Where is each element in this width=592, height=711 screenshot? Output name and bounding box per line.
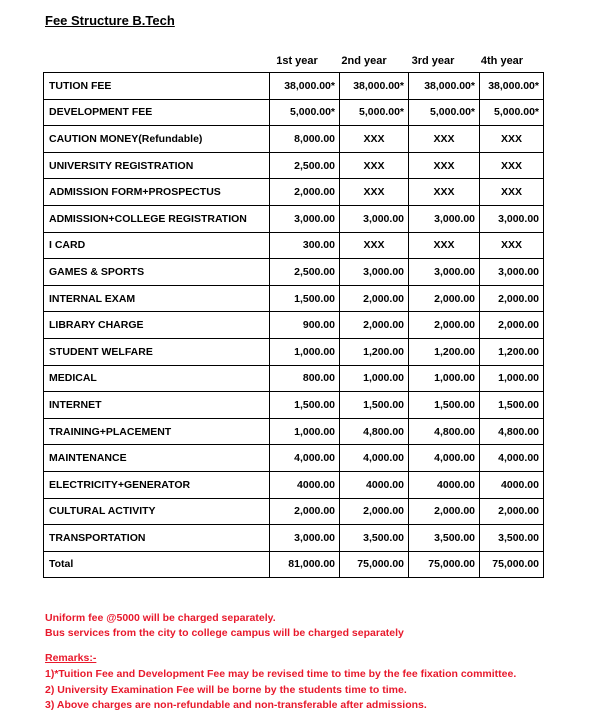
table-row <box>44 73 544 100</box>
remark-item: 2) University Examination Fee will be borne by the students time to time. <box>45 684 407 696</box>
fee-value-year-4: 75,000.00 <box>480 551 544 578</box>
fee-value-year-2: 4000.00 <box>340 471 409 498</box>
fee-value-year-3: XXX <box>409 126 480 153</box>
fee-item-label: GAMES & SPORTS <box>44 259 270 286</box>
fee-value-year-2: 1,000.00 <box>340 365 409 392</box>
fee-item-label: MAINTENANCE <box>44 445 270 472</box>
fee-value-year-1: 2,500.00 <box>270 259 340 286</box>
table-row <box>44 418 544 445</box>
fee-value-year-2: 75,000.00 <box>340 551 409 578</box>
table-row <box>44 99 544 126</box>
fee-value-year-4: 4,800.00 <box>480 418 544 445</box>
table-row <box>44 232 544 259</box>
fee-value-year-1: 3,000.00 <box>270 525 340 552</box>
fee-item-label: INTERNAL EXAM <box>44 285 270 312</box>
fee-value-year-2: 2,000.00 <box>340 498 409 525</box>
fee-value-year-3: 1,200.00 <box>409 338 480 365</box>
remarks-title: Remarks:- <box>45 652 97 664</box>
fee-value-year-1: 1,000.00 <box>270 418 340 445</box>
table-row <box>44 205 544 232</box>
bus-service-note: Bus services from the city to college campus will be charged separately <box>45 627 404 639</box>
table-row <box>44 259 544 286</box>
fee-value-year-4: 4000.00 <box>480 471 544 498</box>
table-row <box>44 365 544 392</box>
table-row <box>44 179 544 206</box>
fee-value-year-4: 5,000.00* <box>480 99 544 126</box>
fee-value-year-1: 81,000.00 <box>270 551 340 578</box>
table-row <box>44 126 544 153</box>
fee-value-year-1: 2,000.00 <box>270 498 340 525</box>
fee-value-year-3: XXX <box>409 232 480 259</box>
fee-item-label: INTERNET <box>44 392 270 419</box>
fee-value-year-1: 8,000.00 <box>270 126 340 153</box>
column-header-2nd-year: 2nd year <box>341 55 387 67</box>
fee-item-label: MEDICAL <box>44 365 270 392</box>
fee-value-year-3: 75,000.00 <box>409 551 480 578</box>
fee-value-year-4: 4,000.00 <box>480 445 544 472</box>
fee-value-year-3: 2,000.00 <box>409 312 480 339</box>
fee-item-label: DEVELOPMENT FEE <box>44 99 270 126</box>
fee-value-year-4: 2,000.00 <box>480 285 544 312</box>
fee-value-year-2: 2,000.00 <box>340 312 409 339</box>
remark-item: 3) Above charges are non-refundable and non-transferable after admissions. <box>45 699 427 711</box>
fee-value-year-2: 3,500.00 <box>340 525 409 552</box>
fee-value-year-2: 1,200.00 <box>340 338 409 365</box>
fee-value-year-4: 1,200.00 <box>480 338 544 365</box>
fee-value-year-3: 1,000.00 <box>409 365 480 392</box>
fee-item-label: TRAINING+PLACEMENT <box>44 418 270 445</box>
table-row <box>44 285 544 312</box>
fee-value-year-4: 2,000.00 <box>480 312 544 339</box>
fee-value-year-1: 4,000.00 <box>270 445 340 472</box>
fee-item-label: I CARD <box>44 232 270 259</box>
fee-value-year-2: 38,000.00* <box>340 73 409 100</box>
fee-value-year-3: 4,000.00 <box>409 445 480 472</box>
fee-value-year-3: 38,000.00* <box>409 73 480 100</box>
fee-value-year-2: XXX <box>340 126 409 153</box>
fee-value-year-3: 1,500.00 <box>409 392 480 419</box>
fee-value-year-4: 3,500.00 <box>480 525 544 552</box>
column-header-4th-year: 4th year <box>480 55 524 67</box>
fee-value-year-4: XXX <box>480 126 544 153</box>
fee-value-year-2: 2,000.00 <box>340 285 409 312</box>
column-header-3rd-year: 3rd year <box>411 55 455 67</box>
fee-item-label: CULTURAL ACTIVITY <box>44 498 270 525</box>
total-row <box>44 551 544 578</box>
fee-item-label: STUDENT WELFARE <box>44 338 270 365</box>
fee-value-year-4: 3,000.00 <box>480 205 544 232</box>
fee-value-year-3: XXX <box>409 179 480 206</box>
fee-value-year-3: 4,800.00 <box>409 418 480 445</box>
fee-value-year-1: 1,000.00 <box>270 338 340 365</box>
fee-value-year-2: 4,000.00 <box>340 445 409 472</box>
fee-value-year-2: 5,000.00* <box>340 99 409 126</box>
fee-value-year-4: 1,000.00 <box>480 365 544 392</box>
fee-value-year-1: 2,000.00 <box>270 179 340 206</box>
fee-value-year-2: XXX <box>340 232 409 259</box>
table-row <box>44 471 544 498</box>
fee-value-year-2: XXX <box>340 152 409 179</box>
fee-value-year-2: 4,800.00 <box>340 418 409 445</box>
fee-value-year-1: 300.00 <box>270 232 340 259</box>
fee-item-label: LIBRARY CHARGE <box>44 312 270 339</box>
table-row <box>44 498 544 525</box>
table-row <box>44 312 544 339</box>
fee-value-year-4: 2,000.00 <box>480 498 544 525</box>
fee-item-label: ADMISSION+COLLEGE REGISTRATION <box>44 205 270 232</box>
fee-value-year-3: 2,000.00 <box>409 285 480 312</box>
fee-item-label: TRANSPORTATION <box>44 525 270 552</box>
remark-item: 1)*Tuition Fee and Development Fee may be revised time to time by the fee fixation committee. <box>45 668 517 680</box>
column-header-1st-year: 1st year <box>276 55 318 67</box>
fee-item-label: UNIVERSITY REGISTRATION <box>44 152 270 179</box>
fee-value-year-4: 38,000.00* <box>480 73 544 100</box>
uniform-fee-note: Uniform fee @5000 will be charged separately. <box>45 612 276 624</box>
fee-value-year-3: 2,000.00 <box>409 498 480 525</box>
fee-value-year-1: 3,000.00 <box>270 205 340 232</box>
fee-value-year-3: 4000.00 <box>409 471 480 498</box>
fee-item-label: ADMISSION FORM+PROSPECTUS <box>44 179 270 206</box>
table-row <box>44 152 544 179</box>
fee-value-year-2: 1,500.00 <box>340 392 409 419</box>
fee-value-year-3: 3,500.00 <box>409 525 480 552</box>
fee-value-year-1: 800.00 <box>270 365 340 392</box>
fee-item-label: CAUTION MONEY(Refundable) <box>44 126 270 153</box>
fee-value-year-1: 900.00 <box>270 312 340 339</box>
fee-value-year-1: 1,500.00 <box>270 392 340 419</box>
table-row <box>44 445 544 472</box>
table-row <box>44 525 544 552</box>
fee-value-year-1: 1,500.00 <box>270 285 340 312</box>
fee-value-year-1: 4000.00 <box>270 471 340 498</box>
fee-value-year-4: 3,000.00 <box>480 259 544 286</box>
fee-value-year-4: XXX <box>480 179 544 206</box>
fee-value-year-1: 2,500.00 <box>270 152 340 179</box>
fee-value-year-3: 5,000.00* <box>409 99 480 126</box>
fee-value-year-2: 3,000.00 <box>340 259 409 286</box>
fee-value-year-3: 3,000.00 <box>409 205 480 232</box>
fee-value-year-1: 38,000.00* <box>270 73 340 100</box>
fee-value-year-4: XXX <box>480 232 544 259</box>
fee-value-year-4: 1,500.00 <box>480 392 544 419</box>
table-row <box>44 338 544 365</box>
fee-table <box>43 72 544 578</box>
fee-item-label: TUTION FEE <box>44 73 270 100</box>
fee-item-label: ELECTRICITY+GENERATOR <box>44 471 270 498</box>
fee-value-year-3: 3,000.00 <box>409 259 480 286</box>
table-row <box>44 392 544 419</box>
fee-value-year-2: 3,000.00 <box>340 205 409 232</box>
fee-item-label: Total <box>44 551 270 578</box>
fee-value-year-4: XXX <box>480 152 544 179</box>
page-title: Fee Structure B.Tech <box>45 13 175 28</box>
fee-value-year-1: 5,000.00* <box>270 99 340 126</box>
fee-value-year-2: XXX <box>340 179 409 206</box>
fee-value-year-3: XXX <box>409 152 480 179</box>
